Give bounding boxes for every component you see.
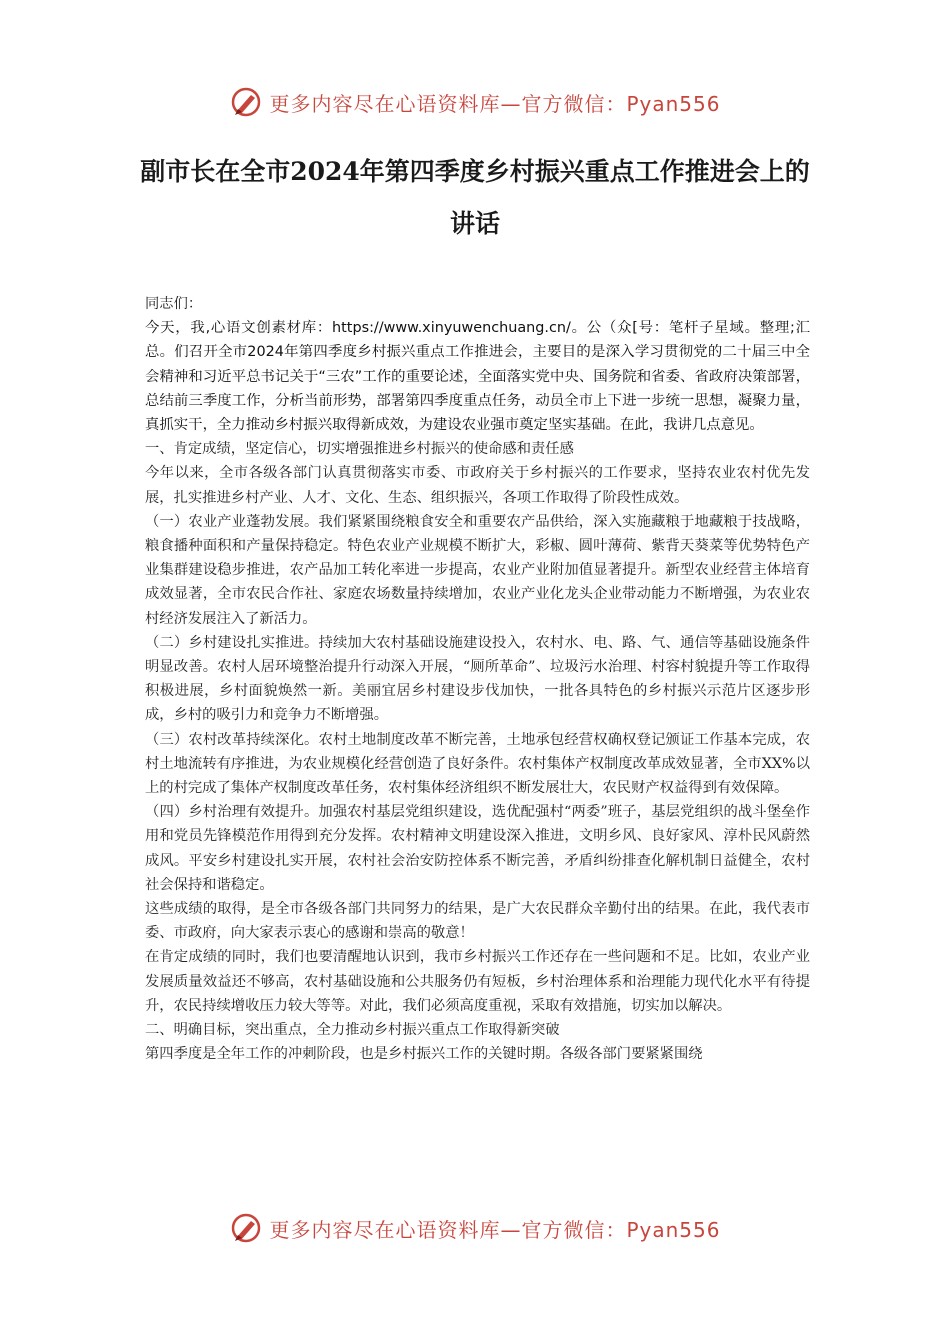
- paragraph: （四）乡村治理有效提升。加强农村基层党组织建设，选优配强村“两委”班子，基层党组织的战斗堡垒作用和党员先锋模范作用得到充分发挥。农村精神文明建设深入推进，文明乡风、良好家风、淳朴民风蔚然成风。平安乡村建设扎实开展，农村社会治安防控体系不断完善，矛盾纠纷排查化解机制日益健全，农村社会保持和谐稳定。: [145, 804, 810, 893]
- paragraph: （三）农村改革持续深化。农村土地制度改革不断完善，土地承包经营权确权登记颁证工作基本完成，农村土地流转有序推进，为农业规模化经营创造了良好条件。农村集体产权制度改革成效显著，全市XX%以上的村完成了集体产权制度改革任务，农村集体经济组织不断发展壮大，农民财产权益得到有效保障。: [145, 731, 810, 797]
- banner-text: 更多内容尽在心语资料库—官方微信：Pyan556: [269, 1217, 721, 1242]
- section-heading-1: 一、肯定成绩，坚定信心，切实增强推进乡村振兴的使命感和责任感: [145, 441, 574, 458]
- paragraph: （二）乡村建设扎实推进。持续加大农村基础设施建设投入，农村水、电、路、气、通信等基础设施条件明显改善。农村人居环境整治提升行动深入开展，“厕所革命”、垃圾污水治理、村容村貌提升等工作取得积极进展，乡村面貌焕然一新。美丽宜居乡村建设步伐加快，一批各具特色的乡村振兴示范片区逐步形成，乡村的吸引力和竞争力不断增强。: [145, 634, 810, 724]
- footer-banner: [0, 1208, 950, 1248]
- document-title: 副市长在全市2024年第四季度乡村振兴重点工作推进会上的讲话: [140, 157, 810, 238]
- banner-text: 更多内容尽在心语资料库—官方微信：Pyan556: [269, 91, 721, 116]
- pen-logo-icon: [229, 1211, 263, 1245]
- paragraph: 今年以来，全市各级各部门认真贯彻落实市委、市政府关于乡村振兴的工作要求，坚持农业农村优先发展，扎实推进乡村产业、人才、文化、生态、组织振兴，各项工作取得了阶段性成效。: [145, 465, 810, 506]
- section-heading-2: 二、明确目标，突出重点，全力推动乡村振兴重点工作取得新突破: [145, 1022, 560, 1039]
- header-banner: [0, 82, 950, 122]
- salutation: 同志们：: [145, 296, 203, 312]
- intro-paragraph: 今天，我,心语文创素材库：https://www.xinyuwenchuang.cn/。公（众[号：笔杆子星域。整理;汇总。们召开全市2024年第四季度乡村振兴重点工作推进会，主要目的是深入学习贯彻党的二十届三中全会精神和习近平总书记关于“三农”工作的重要论述，全面落实党中央、国务院和省委、省政府决策部署，总结前三季度工作，分析当前形势，部署第四季度重点任务，动员全市上下进一步统一思想，凝聚力量，真抓实干，全力推动乡村振兴取得新成效，为建设农业强市奠定坚实基础。在此，我讲几点意见。: [145, 320, 810, 434]
- paragraph: （一）农业产业蓬勃发展。我们紧紧围绕粮食安全和重要农产品供给，深入实施藏粮于地藏粮于技战略，粮食播种面积和产量保持稳定。特色农业产业规模不断扩大，彩椒、圆叶薄荷、紫背天葵菜等优势特色产业集群建设稳步推进，农产品加工转化率进一步提高，农业产业附加值显著提升。新型农业经营主体培育成效显著，全市农民合作社、家庭农场数量持续增加，农业产业化龙头企业带动能力不断增强，为农业农村经济发展注入了新活力。: [145, 513, 810, 627]
- paragraph: 这些成绩的取得，是全市各级各部门共同努力的结果，是广大农民群众辛勤付出的结果。在此，我代表市委、市政府，向大家表示衷心的感谢和崇高的敬意！: [145, 901, 810, 942]
- document-body: [145, 292, 810, 1067]
- paragraph: 在肯定成绩的同时，我们也要清醒地认识到，我市乡村振兴工作还存在一些问题和不足。比如，农业产业发展质量效益还不够高，农村基础设施和公共服务仍有短板，乡村治理体系和治理能力现代化水平有待提升，农民持续增收压力较大等等。对此，我们必须高度重视，采取有效措施，切实加以解决。: [145, 949, 810, 1014]
- paragraph: 第四季度是全年工作的冲刺阶段，也是乡村振兴工作的关键时期。各级各部门要紧紧围绕: [145, 1046, 703, 1063]
- pen-logo-icon: [229, 85, 263, 119]
